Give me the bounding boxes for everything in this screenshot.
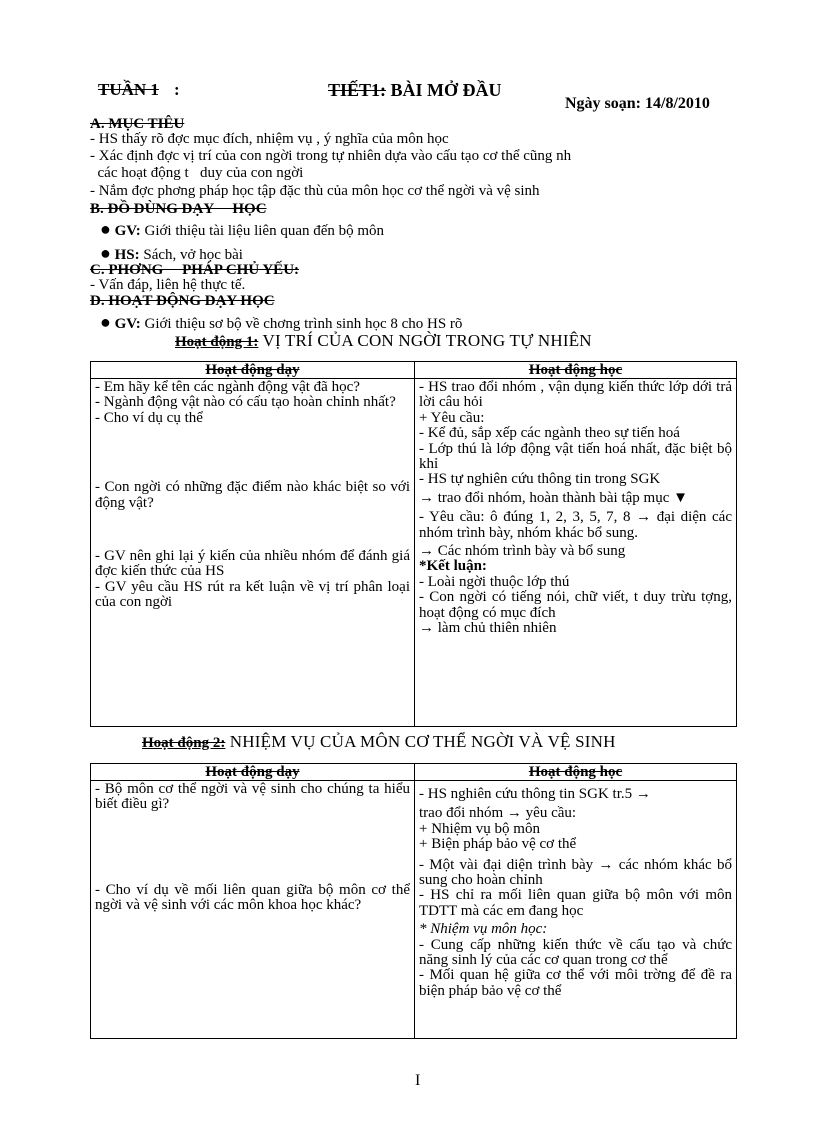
student-item: - HS nghiên cứu thông tin SGK tr.5 →	[419, 786, 651, 802]
item-text: Giới thiệu tài liệu liên quan đến bộ môn	[140, 223, 385, 239]
activity-2-heading	[142, 732, 616, 752]
teacher-item: - GV yêu cầu HS rút ra kết luận về vị trí phân loại của con ngời	[95, 578, 410, 611]
item-label: GV:	[114, 223, 141, 239]
activity-label: Hoạt động 1:	[175, 334, 259, 350]
section-a-item: - HS thấy rõ đợc mục đích, nhiệm vụ , ý nghĩa của môn học	[90, 131, 449, 147]
activity-2-table	[90, 763, 737, 1039]
week-colon: :	[174, 80, 180, 99]
student-item: + Biện pháp bảo vệ cơ thể	[419, 836, 577, 853]
student-item: → trao đổi nhóm, hoàn thành bài tập mục ▼	[419, 489, 688, 506]
teacher-item: - Bộ môn cơ thể ngời và vệ sinh cho chúng ta hiểu biết điều gì?	[95, 781, 410, 813]
teacher-item: - Ngành động vật nào có cấu tạo hoàn chỉnh nhất?	[95, 394, 396, 411]
student-item: - Con ngời có tiếng nói, chữ viết, t duy trừu tợng, hoạt động có mục đích	[419, 589, 732, 621]
student-item: - Lớp thú là lớp động vật tiến hoá nhất, đặc biệt bộ khỉ	[419, 440, 732, 473]
activity-title: NHIỆM VỤ CỦA MÔN CƠ THỂ NGỜI VÀ VỆ SINH	[225, 732, 616, 751]
activity-1-table	[90, 361, 737, 727]
lesson-name: BÀI MỞ ĐẦU	[390, 80, 502, 100]
teacher-cell	[91, 781, 415, 1039]
section-a-item: - Xác định đợc vị trí của con ngời trong tự nhiên dựa vào cấu tạo cơ thể cũng nh	[90, 148, 572, 164]
col-header-teacher: Hoạt động dạy	[91, 764, 415, 781]
teacher-item: - Con ngời có những đặc điểm nào khác biệt so với động vật?	[95, 479, 410, 511]
col-header-student: Hoạt động học	[415, 764, 737, 781]
section-c-title: C. PHƠNG PHÁP CHỦ YẾU:	[90, 262, 300, 278]
student-cell	[415, 781, 737, 1039]
section-a-item: - Nắm đợc phơng pháp học tập đặc thù của môn học cơ thể ngời và vệ sinh	[90, 183, 540, 199]
student-cell	[415, 379, 737, 727]
bullet-icon: ●	[100, 219, 111, 239]
student-item: - HS chỉ ra mối liên quan giữa bộ môn với môn TDTT mà các em đang học	[419, 887, 732, 919]
teacher-item: - Cho ví dụ cụ thể	[95, 409, 203, 426]
teacher-item: - Em hãy kể tên các ngành động vật đã học?	[95, 379, 360, 395]
activity-title: VỊ TRÍ CỦA CON NGỜI TRONG TỰ NHIÊN	[258, 331, 592, 350]
section-a-title: A. MỤC TIÊU	[90, 116, 185, 132]
activity-label: Hoạt động 2:	[142, 735, 226, 751]
bullet-icon: ●	[100, 312, 111, 332]
lesson-title	[328, 80, 502, 101]
student-item: - Yêu cầu: ô đúng 1, 2, 3, 5, 7, 8 → đại diện các nhóm trình bày, nhóm khác bổ sung.	[419, 509, 732, 541]
item-text: Sách, vở học bài	[139, 247, 243, 263]
lesson-number: TIẾT1:	[328, 80, 387, 100]
page-number: I	[415, 1072, 421, 1089]
col-header-student: Hoạt động học	[415, 362, 737, 379]
student-item: → Các nhóm trình bày và bổ sung	[419, 543, 626, 560]
col-header-teacher: Hoạt động dạy	[91, 362, 415, 379]
item-label: GV:	[114, 316, 141, 332]
item-label: HS:	[114, 247, 140, 263]
student-item: → làm chủ thiên nhiên	[419, 620, 557, 637]
student-item: - HS trao đổi nhóm , vận dụng kiến thức lớp dới trả lời câu hỏi	[419, 379, 732, 411]
section-c-item: - Vấn đáp, liên hệ thực tế.	[90, 277, 246, 293]
prep-date: Ngày soạn: 14/8/2010	[565, 95, 710, 112]
section-d-title: D. HOẠT ĐỘNG DẠY HỌC	[90, 293, 275, 309]
student-item: - Kể đủ, sắp xếp các ngành theo sự tiến hoá	[419, 425, 680, 442]
student-item: + Yêu cầu:	[419, 409, 485, 426]
student-item: - Một vài đại diện trình bày → các nhóm khác bổ sung cho hoàn chỉnh	[419, 856, 732, 889]
student-item: - Mối quan hệ giữa cơ thể với môi trờng để đề ra biện pháp bảo vệ cơ thể	[419, 967, 732, 999]
activity-1-heading	[175, 331, 592, 351]
student-item: - Cung cấp những kiến thức về cấu tạo và chức năng sinh lý của các cơ quan trong cơ thể	[419, 936, 732, 969]
section-b-title: B. ĐỒ DÙNG DẠY HỌC	[90, 201, 267, 217]
conclusion-heading: *Kết luận:	[419, 558, 487, 575]
student-item: trao đổi nhóm → yêu cầu:	[419, 805, 577, 822]
student-item: + Nhiệm vụ bộ môn	[419, 820, 540, 837]
section-a-item: các hoạt động t duy của con ngời	[90, 165, 304, 181]
teacher-item: - Cho ví dụ về mối liên quan giữa bộ môn cơ thể ngời và vệ sinh với các môn khoa học khác?	[95, 881, 410, 914]
item-text: Giới thiệu sơ bộ về chơng trình sinh học 8 cho HS rõ	[140, 316, 463, 332]
section-b-item-gv	[100, 221, 384, 240]
teacher-cell	[91, 379, 415, 727]
bullet-icon: ●	[100, 243, 111, 263]
teacher-item: - GV nên ghi lại ý kiến của nhiều nhóm để đánh giá đợc kiến thức của HS	[95, 548, 410, 580]
student-item: - HS tự nghiên cứu thông tin trong SGK	[419, 471, 661, 488]
student-item: - Loài ngời thuộc lớp thú	[419, 573, 570, 590]
task-heading: * Nhiệm vụ môn học:	[419, 921, 548, 938]
week-label: TUẦN 1	[98, 80, 159, 99]
